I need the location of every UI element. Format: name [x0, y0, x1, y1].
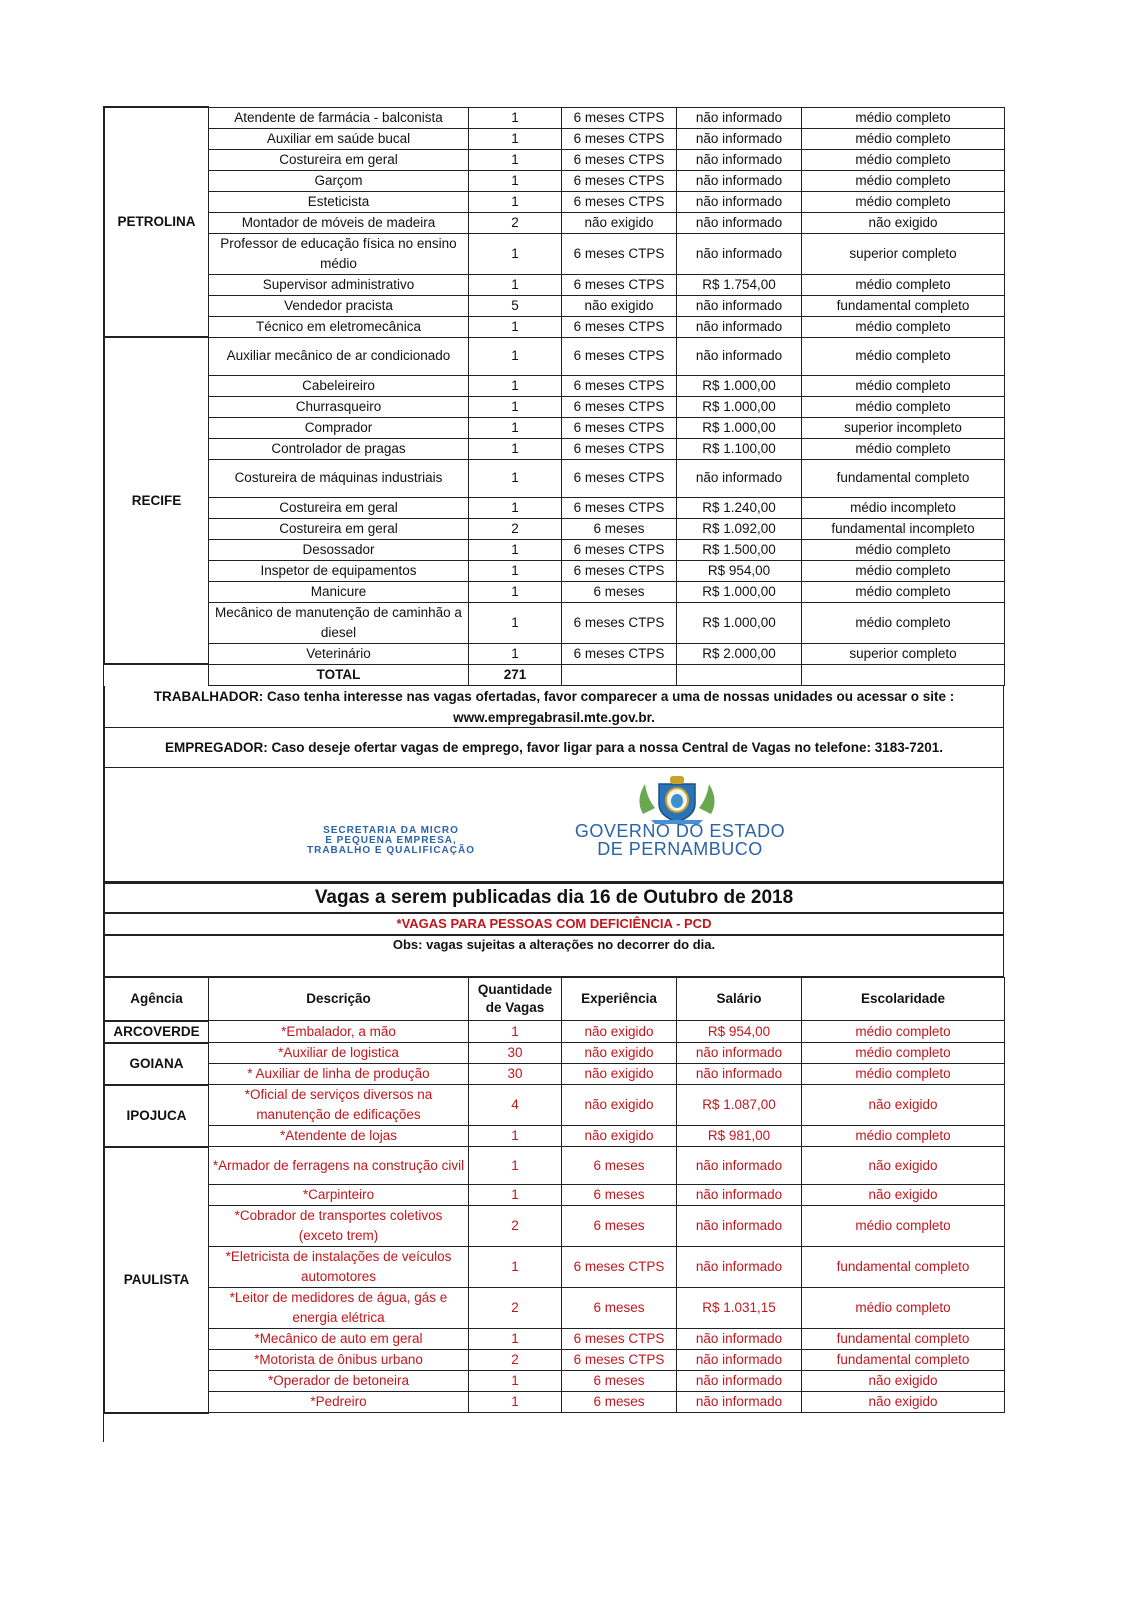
- description-cell: Auxiliar mecânico de ar condicionado: [209, 337, 469, 375]
- observation-note: Obs: vagas sujeitas a alterações no decorrer do dia.: [104, 935, 1004, 977]
- description-cell: *Oficial de serviços diversos na manutenção de edificações: [209, 1085, 469, 1126]
- quantity-cell: 1: [469, 316, 562, 337]
- salary-cell: R$ 1.087,00: [677, 1085, 802, 1126]
- quantity-cell: 2: [469, 1288, 562, 1329]
- education-cell: não exigido: [802, 1371, 1005, 1392]
- description-cell: Técnico em eletromecânica: [209, 316, 469, 337]
- table-row: [105, 1021, 1005, 1043]
- experience-cell: 6 meses: [562, 581, 677, 602]
- experience-cell: 6 meses CTPS: [562, 316, 677, 337]
- table-row: [105, 1064, 1005, 1085]
- quantity-cell: 30: [469, 1064, 562, 1085]
- description-cell: Supervisor administrativo: [209, 274, 469, 295]
- description-cell: *Auxiliar de logistica: [209, 1043, 469, 1064]
- experience-cell: não exigido: [562, 212, 677, 233]
- salary-cell: não informado: [677, 1247, 802, 1288]
- quantity-cell: 1: [469, 438, 562, 459]
- jobs-table-pcd: [104, 977, 1005, 1414]
- description-cell: *Operador de betoneira: [209, 1371, 469, 1392]
- pernambuco-coat-of-arms-icon: [629, 774, 725, 826]
- total-value: 271: [469, 664, 562, 685]
- experience-cell: 6 meses CTPS: [562, 233, 677, 274]
- table-row: [105, 560, 1005, 581]
- salary-cell: não informado: [677, 170, 802, 191]
- experience-cell: 6 meses CTPS: [562, 560, 677, 581]
- table-row: [105, 337, 1005, 375]
- quantity-cell: 2: [469, 212, 562, 233]
- table-row: [105, 1185, 1005, 1206]
- salary-cell: não informado: [677, 212, 802, 233]
- experience-cell: 6 meses CTPS: [562, 149, 677, 170]
- education-cell: médio completo: [802, 1206, 1005, 1247]
- salary-cell: não informado: [677, 128, 802, 149]
- description-cell: Veterinário: [209, 643, 469, 664]
- education-cell: médio completo: [802, 1064, 1005, 1085]
- experience-cell: 6 meses: [562, 1185, 677, 1206]
- table-row: [105, 1206, 1005, 1247]
- salary-cell: R$ 981,00: [677, 1126, 802, 1147]
- quantity-cell: 2: [469, 518, 562, 539]
- experience-cell: 6 meses CTPS: [562, 602, 677, 643]
- experience-cell: 6 meses CTPS: [562, 643, 677, 664]
- salary-cell: não informado: [677, 337, 802, 375]
- table-row: [105, 295, 1005, 316]
- table-row: [105, 107, 1005, 128]
- education-cell: médio completo: [802, 602, 1005, 643]
- experience-cell: 6 meses CTPS: [562, 191, 677, 212]
- education-cell: médio completo: [802, 438, 1005, 459]
- description-cell: Auxiliar em saúde bucal: [209, 128, 469, 149]
- description-cell: *Eletricista de instalações de veículos automotores: [209, 1247, 469, 1288]
- description-cell: Garçom: [209, 170, 469, 191]
- quantity-cell: 1: [469, 233, 562, 274]
- salary-cell: não informado: [677, 1147, 802, 1185]
- description-cell: *Embalador, a mão: [209, 1021, 469, 1043]
- quantity-cell: 1: [469, 191, 562, 212]
- total-empty-cell: [562, 664, 677, 685]
- experience-cell: 6 meses CTPS: [562, 1247, 677, 1288]
- table-row: [105, 274, 1005, 295]
- table-row: [105, 1350, 1005, 1371]
- experience-cell: 6 meses: [562, 1371, 677, 1392]
- column-header-salary: Salário: [677, 977, 802, 1021]
- quantity-cell: 1: [469, 1392, 562, 1413]
- salary-cell: não informado: [677, 1329, 802, 1350]
- salary-cell: R$ 1.031,15: [677, 1288, 802, 1329]
- governo-line-1: GOVERNO DO ESTADO: [574, 820, 786, 841]
- table-row: [105, 417, 1005, 438]
- experience-cell: 6 meses CTPS: [562, 170, 677, 191]
- table-row: [105, 497, 1005, 518]
- education-cell: não exigido: [802, 1392, 1005, 1413]
- quantity-cell: 1: [469, 539, 562, 560]
- secretaria-line-2: E PEQUENA EMPRESA,: [325, 834, 457, 846]
- experience-cell: 6 meses CTPS: [562, 1350, 677, 1371]
- table-row: [105, 1043, 1005, 1064]
- table-row: [105, 1371, 1005, 1392]
- description-cell: Atendente de farmácia - balconista: [209, 107, 469, 128]
- education-cell: médio completo: [802, 1288, 1005, 1329]
- experience-cell: 6 meses CTPS: [562, 438, 677, 459]
- description-cell: *Atendente de lojas: [209, 1126, 469, 1147]
- education-cell: superior completo: [802, 643, 1005, 664]
- quantity-cell: 2: [469, 1206, 562, 1247]
- agency-cell: RECIFE: [105, 337, 209, 664]
- experience-cell: não exigido: [562, 1064, 677, 1085]
- salary-cell: R$ 1.000,00: [677, 375, 802, 396]
- education-cell: médio completo: [802, 1021, 1005, 1043]
- description-cell: Inspetor de equipamentos: [209, 560, 469, 581]
- publication-title: Vagas a serem publicadas dia 16 de Outubro de 2018: [104, 882, 1004, 913]
- column-header-education: Escolaridade: [802, 977, 1005, 1021]
- salary-cell: não informado: [677, 295, 802, 316]
- description-cell: Costureira em geral: [209, 149, 469, 170]
- table-row: [105, 1247, 1005, 1288]
- experience-cell: 6 meses: [562, 1206, 677, 1247]
- education-cell: médio completo: [802, 316, 1005, 337]
- description-cell: *Armador de ferragens na construção civil: [209, 1147, 469, 1185]
- education-cell: não exigido: [802, 1085, 1005, 1126]
- quantity-cell: 1: [469, 170, 562, 191]
- quantity-cell: 1: [469, 1185, 562, 1206]
- table-row: [105, 581, 1005, 602]
- salary-cell: não informado: [677, 316, 802, 337]
- salary-cell: R$ 1.000,00: [677, 417, 802, 438]
- experience-cell: 6 meses CTPS: [562, 274, 677, 295]
- table-row: [105, 539, 1005, 560]
- table-row: [105, 1085, 1005, 1126]
- table-row: [105, 170, 1005, 191]
- description-cell: Vendedor pracista: [209, 295, 469, 316]
- salary-cell: R$ 1.100,00: [677, 438, 802, 459]
- experience-cell: 6 meses CTPS: [562, 107, 677, 128]
- total-spacer: [105, 664, 209, 685]
- education-cell: superior completo: [802, 233, 1005, 274]
- agency-cell: PAULISTA: [105, 1147, 209, 1413]
- quantity-cell: 1: [469, 1021, 562, 1043]
- experience-cell: 6 meses: [562, 518, 677, 539]
- education-cell: superior incompleto: [802, 417, 1005, 438]
- salary-cell: R$ 1.500,00: [677, 539, 802, 560]
- education-cell: fundamental completo: [802, 1329, 1005, 1350]
- salary-cell: não informado: [677, 233, 802, 274]
- education-cell: médio completo: [802, 274, 1005, 295]
- quantity-cell: 1: [469, 375, 562, 396]
- education-cell: médio completo: [802, 375, 1005, 396]
- jobs-table-regular-body: [105, 107, 1005, 664]
- agency-cell: PETROLINA: [105, 107, 209, 337]
- education-cell: médio completo: [802, 191, 1005, 212]
- table-row: [105, 1392, 1005, 1413]
- total-section: [105, 664, 1005, 685]
- logos-banner: [104, 768, 1004, 882]
- quantity-cell: 1: [469, 1247, 562, 1288]
- salary-cell: R$ 1.240,00: [677, 497, 802, 518]
- description-cell: Comprador: [209, 417, 469, 438]
- salary-cell: não informado: [677, 1064, 802, 1085]
- education-cell: médio completo: [802, 128, 1005, 149]
- agency-cell: GOIANA: [105, 1043, 209, 1085]
- jobs-table-pcd-body: [105, 1021, 1005, 1413]
- table-row: [105, 1126, 1005, 1147]
- table-row: [105, 1288, 1005, 1329]
- experience-cell: não exigido: [562, 1085, 677, 1126]
- education-cell: médio completo: [802, 107, 1005, 128]
- quantity-cell: 1: [469, 337, 562, 375]
- experience-cell: 6 meses: [562, 1147, 677, 1185]
- quantity-cell: 1: [469, 128, 562, 149]
- education-cell: não exigido: [802, 212, 1005, 233]
- description-cell: Controlador de pragas: [209, 438, 469, 459]
- salary-cell: R$ 1.000,00: [677, 602, 802, 643]
- description-cell: Costureira em geral: [209, 518, 469, 539]
- education-cell: não exigido: [802, 1147, 1005, 1185]
- quantity-cell: 2: [469, 1350, 562, 1371]
- quantity-cell: 1: [469, 417, 562, 438]
- salary-cell: R$ 1.000,00: [677, 581, 802, 602]
- secretaria-logo-text: [269, 826, 513, 856]
- quantity-cell: 30: [469, 1043, 562, 1064]
- description-cell: Mecânico de manutenção de caminhão a diesel: [209, 602, 469, 643]
- total-label: TOTAL: [209, 664, 469, 685]
- salary-cell: não informado: [677, 1350, 802, 1371]
- pcd-heading: *VAGAS PARA PESSOAS COM DEFICIÊNCIA - PCD: [104, 913, 1004, 935]
- quantity-cell: 1: [469, 459, 562, 497]
- quantity-cell: 1: [469, 1371, 562, 1392]
- education-cell: não exigido: [802, 1185, 1005, 1206]
- table-row: [105, 316, 1005, 337]
- quantity-cell: 1: [469, 1126, 562, 1147]
- description-cell: Manicure: [209, 581, 469, 602]
- description-cell: Montador de móveis de madeira: [209, 212, 469, 233]
- education-cell: médio completo: [802, 581, 1005, 602]
- table-row: [105, 396, 1005, 417]
- salary-cell: não informado: [677, 459, 802, 497]
- experience-cell: 6 meses CTPS: [562, 128, 677, 149]
- worker-notice-text: TRABALHADOR: Caso tenha interesse nas vagas ofertadas, favor comparecer a uma de nossas unidades ou acessar o site :: [153, 688, 955, 704]
- description-cell: *Pedreiro: [209, 1392, 469, 1413]
- column-header-experience: Experiência: [562, 977, 677, 1021]
- quantity-cell: 4: [469, 1085, 562, 1126]
- description-cell: Costureira em geral: [209, 497, 469, 518]
- governo-logo-text: [537, 822, 823, 858]
- table-row: [105, 1329, 1005, 1350]
- table-row: [105, 643, 1005, 664]
- quantity-cell: 1: [469, 497, 562, 518]
- total-empty-cell: [677, 664, 802, 685]
- education-cell: fundamental incompleto: [802, 518, 1005, 539]
- salary-cell: não informado: [677, 149, 802, 170]
- worker-notice-link[interactable]: www.empregabrasil.mte.gov.br.: [453, 709, 655, 725]
- experience-cell: 6 meses CTPS: [562, 337, 677, 375]
- description-cell: Churrasqueiro: [209, 396, 469, 417]
- salary-cell: não informado: [677, 1371, 802, 1392]
- description-cell: *Cobrador de transportes coletivos (exceto trem): [209, 1206, 469, 1247]
- salary-cell: R$ 1.754,00: [677, 274, 802, 295]
- description-cell: Desossador: [209, 539, 469, 560]
- salary-cell: não informado: [677, 1043, 802, 1064]
- table-row: [105, 233, 1005, 274]
- secretaria-line-1: SECRETARIA DA MICRO: [323, 824, 459, 836]
- salary-cell: R$ 954,00: [677, 1021, 802, 1043]
- quantity-cell: 1: [469, 396, 562, 417]
- quantity-cell: 1: [469, 149, 562, 170]
- column-header-quantity: Quantidade de Vagas: [469, 977, 562, 1021]
- description-cell: *Leitor de medidores de água, gás e energia elétrica: [209, 1288, 469, 1329]
- education-cell: médio completo: [802, 1126, 1005, 1147]
- table-header: [105, 977, 1005, 1021]
- salary-cell: não informado: [677, 107, 802, 128]
- salary-cell: não informado: [677, 1206, 802, 1247]
- education-cell: fundamental completo: [802, 459, 1005, 497]
- description-cell: Esteticista: [209, 191, 469, 212]
- table-row: [105, 375, 1005, 396]
- experience-cell: 6 meses CTPS: [562, 539, 677, 560]
- secretaria-line-3: TRABALHO E QUALIFICAÇÃO: [307, 844, 475, 856]
- salary-cell: não informado: [677, 1185, 802, 1206]
- agency-cell: IPOJUCA: [105, 1085, 209, 1147]
- experience-cell: não exigido: [562, 1021, 677, 1043]
- education-cell: médio completo: [802, 539, 1005, 560]
- experience-cell: 6 meses CTPS: [562, 417, 677, 438]
- table-row: [105, 602, 1005, 643]
- quantity-cell: 1: [469, 1329, 562, 1350]
- experience-cell: 6 meses CTPS: [562, 375, 677, 396]
- description-cell: * Auxiliar de linha de produção: [209, 1064, 469, 1085]
- quantity-cell: 1: [469, 602, 562, 643]
- table-row: [105, 518, 1005, 539]
- job-listing-document: [104, 106, 1004, 1414]
- description-cell: *Carpinteiro: [209, 1185, 469, 1206]
- description-cell: Cabeleireiro: [209, 375, 469, 396]
- table-row: [105, 191, 1005, 212]
- education-cell: médio completo: [802, 396, 1005, 417]
- table-row: [105, 459, 1005, 497]
- education-cell: médio completo: [802, 337, 1005, 375]
- experience-cell: 6 meses CTPS: [562, 1329, 677, 1350]
- agency-cell: ARCOVERDE: [105, 1021, 209, 1043]
- quantity-cell: 5: [469, 295, 562, 316]
- table-row: [105, 149, 1005, 170]
- quantity-cell: 1: [469, 274, 562, 295]
- column-header-description: Descrição: [209, 977, 469, 1021]
- education-cell: médio completo: [802, 1043, 1005, 1064]
- salary-cell: não informado: [677, 191, 802, 212]
- education-cell: fundamental completo: [802, 295, 1005, 316]
- salary-cell: não informado: [677, 1392, 802, 1413]
- salary-cell: R$ 2.000,00: [677, 643, 802, 664]
- salary-cell: R$ 1.000,00: [677, 396, 802, 417]
- education-cell: médio incompleto: [802, 497, 1005, 518]
- table-row: [105, 128, 1005, 149]
- quantity-cell: 1: [469, 581, 562, 602]
- experience-cell: não exigido: [562, 1043, 677, 1064]
- description-cell: *Mecânico de auto em geral: [209, 1329, 469, 1350]
- salary-cell: R$ 1.092,00: [677, 518, 802, 539]
- experience-cell: 6 meses: [562, 1392, 677, 1413]
- worker-notice: [104, 686, 1004, 728]
- column-header-agency: Agência: [105, 977, 209, 1021]
- description-cell: Costureira de máquinas industriais: [209, 459, 469, 497]
- table-row: [105, 1147, 1005, 1185]
- quantity-cell: 1: [469, 1147, 562, 1185]
- jobs-table-regular: [104, 106, 1005, 686]
- experience-cell: não exigido: [562, 295, 677, 316]
- total-empty-cell: [802, 664, 1005, 685]
- employer-notice: EMPREGADOR: Caso deseje ofertar vagas de emprego, favor ligar para a nossa Central de Vagas no telefone: 3183-7201.: [104, 728, 1004, 768]
- quantity-cell: 1: [469, 643, 562, 664]
- experience-cell: 6 meses CTPS: [562, 459, 677, 497]
- quantity-cell: 1: [469, 560, 562, 581]
- education-cell: fundamental completo: [802, 1350, 1005, 1371]
- experience-cell: 6 meses CTPS: [562, 396, 677, 417]
- description-cell: *Motorista de ônibus urbano: [209, 1350, 469, 1371]
- education-cell: médio completo: [802, 170, 1005, 191]
- education-cell: médio completo: [802, 560, 1005, 581]
- quantity-cell: 1: [469, 107, 562, 128]
- education-cell: fundamental completo: [802, 1247, 1005, 1288]
- experience-cell: 6 meses CTPS: [562, 497, 677, 518]
- table-row: [105, 212, 1005, 233]
- governo-line-2: DE PERNAMBUCO: [597, 838, 763, 859]
- experience-cell: 6 meses: [562, 1288, 677, 1329]
- description-cell: Professor de educação física no ensino médio: [209, 233, 469, 274]
- table-row: [105, 438, 1005, 459]
- experience-cell: não exigido: [562, 1126, 677, 1147]
- salary-cell: R$ 954,00: [677, 560, 802, 581]
- education-cell: médio completo: [802, 149, 1005, 170]
